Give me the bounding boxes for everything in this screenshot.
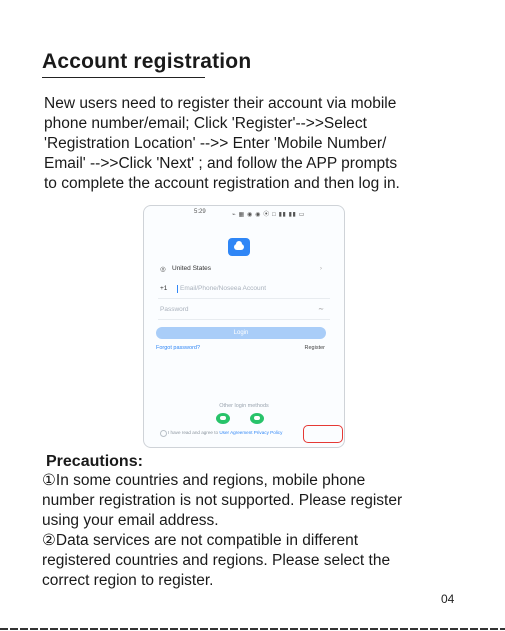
region-name: United States <box>172 265 212 272</box>
precaution-line: ①In some countries and regions, mobile phone <box>42 472 366 489</box>
precaution-line: ②Data services are not compatible in different <box>42 532 359 549</box>
precaution-line: using your email address. <box>42 512 219 529</box>
register-link[interactable]: Register <box>304 345 325 351</box>
text-cursor <box>177 285 178 293</box>
agreement-text: I have read and agree to <box>168 430 220 435</box>
other-login-label: Other login methods <box>219 403 269 409</box>
wechat-login-icon[interactable] <box>216 413 230 424</box>
account-placeholder: Email/Phone/Noseea Account <box>180 285 266 292</box>
precautions-body <box>42 471 492 591</box>
page-title: Account registration <box>42 50 252 73</box>
precaution-line: registered countries and regions. Please select the <box>42 552 391 569</box>
login-button[interactable]: Login <box>156 327 326 339</box>
agreement-row <box>168 430 282 435</box>
status-bar <box>144 209 344 219</box>
status-icons: ⌁ ▦ ◉ ◉ ⦿ □ ▮▮ ▮▮ ▭ <box>232 212 305 218</box>
account-input[interactable] <box>158 285 330 299</box>
location-icon: ◎ <box>160 266 166 273</box>
message-login-icon[interactable] <box>250 413 264 424</box>
precautions-heading: Precautions: <box>46 453 143 470</box>
app-logo-icon <box>228 238 250 256</box>
footer-divider <box>0 628 505 630</box>
intro-paragraph <box>44 94 484 194</box>
title-underline <box>42 77 205 78</box>
eye-closed-icon[interactable]: ∼ <box>318 306 324 313</box>
status-time: 5:29 <box>194 209 206 215</box>
password-input[interactable] <box>158 306 330 320</box>
phone-screenshot <box>143 205 345 448</box>
precaution-line: correct region to register. <box>42 572 214 589</box>
intro-line: phone number/email; Click 'Register'-->>Select <box>44 115 367 132</box>
page-number: 04 <box>441 592 455 606</box>
country-code: +1 <box>160 285 168 292</box>
intro-line: New users need to register their account via mobile <box>44 95 397 112</box>
intro-line: Email' -->>Click 'Next' ; and follow the APP prompts <box>44 155 398 172</box>
highlight-box <box>303 425 343 443</box>
intro-line: to complete the account registration and then log in. <box>44 175 400 192</box>
region-selector[interactable] <box>158 265 330 275</box>
forgot-password-link[interactable]: Forgot password? <box>156 345 201 351</box>
chevron-right-icon: › <box>319 265 322 272</box>
intro-line: 'Registration Location' -->> Enter 'Mobile Number/ <box>44 135 387 152</box>
password-placeholder: Password <box>160 306 189 313</box>
agreement-links[interactable]: User Agreement Privacy Policy <box>219 430 283 435</box>
precaution-line: number registration is not supported. Please register <box>42 492 403 509</box>
agreement-checkbox[interactable] <box>160 430 167 437</box>
